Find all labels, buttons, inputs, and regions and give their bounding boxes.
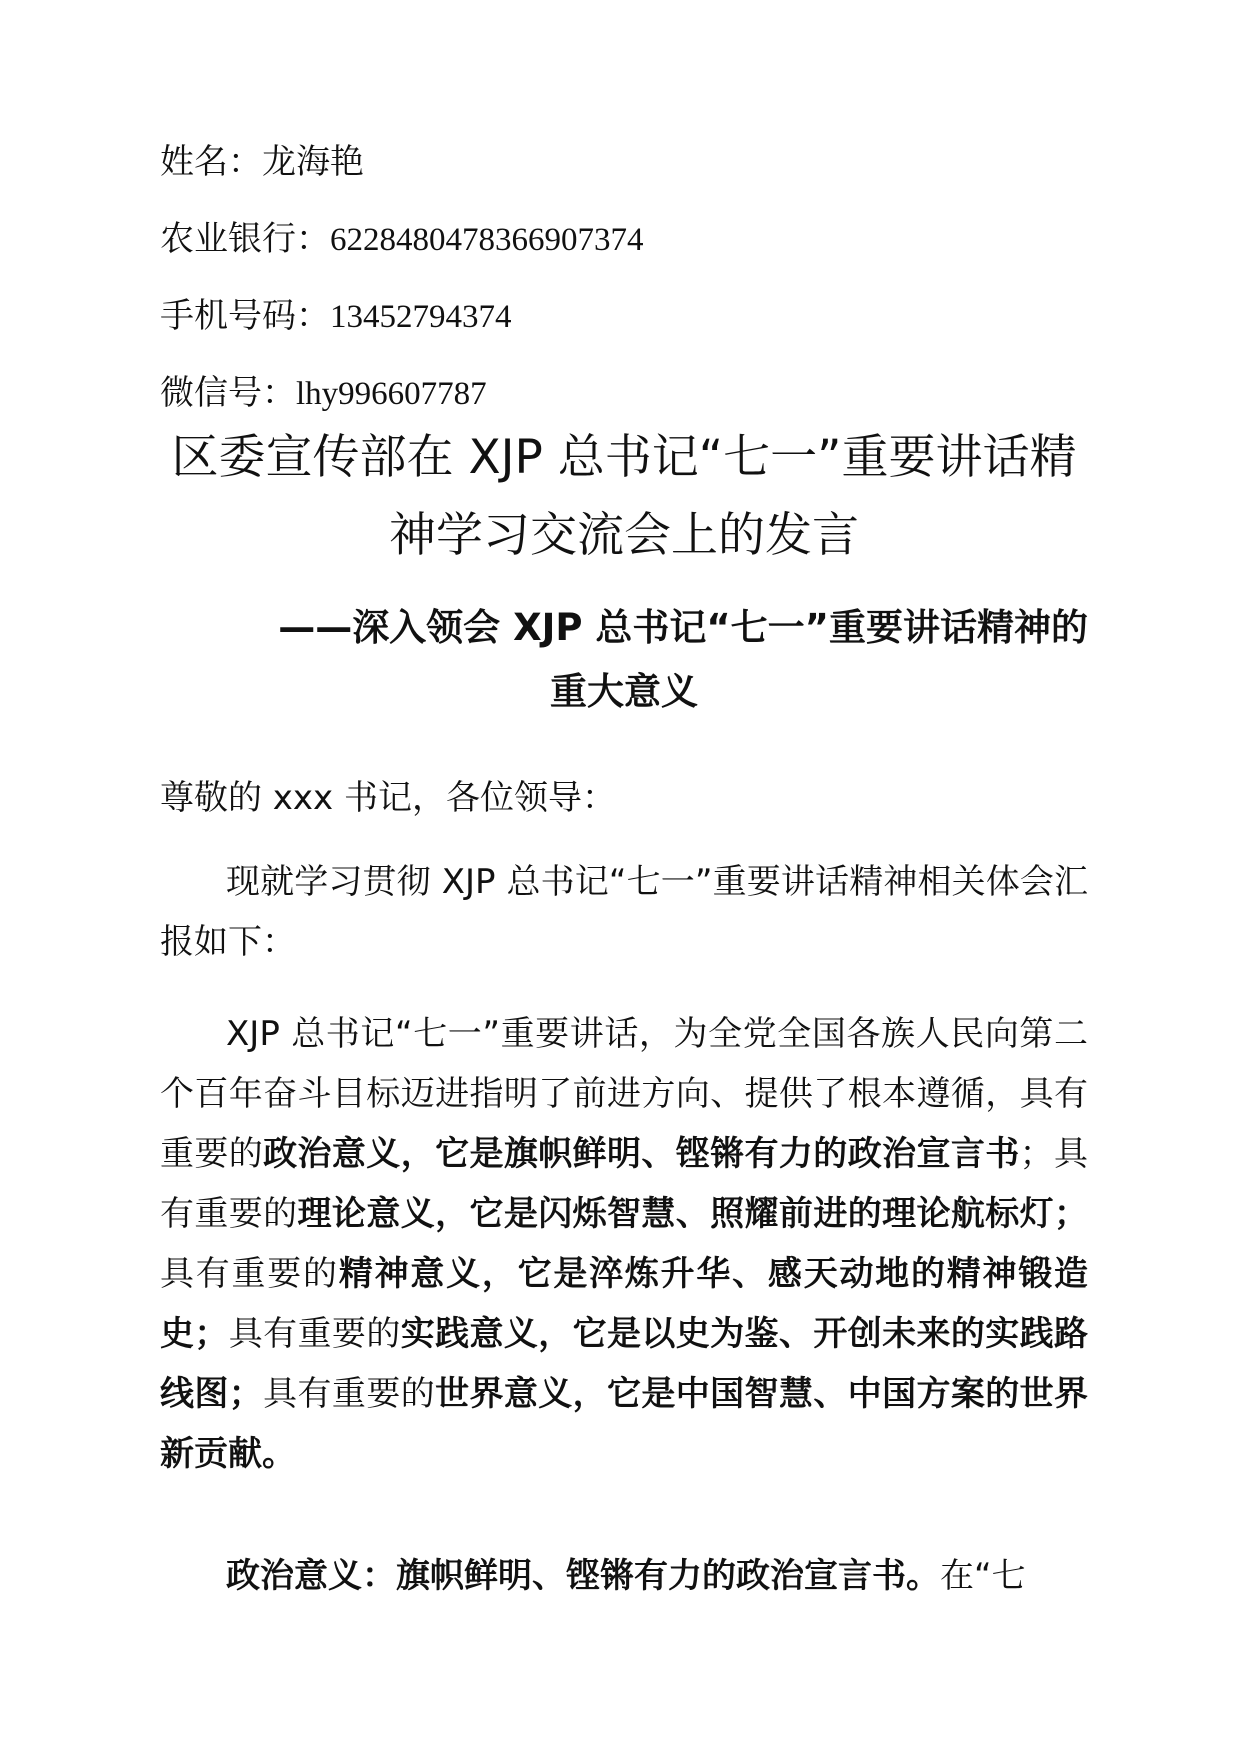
spiritual-significance: 精神意义，它是淬炼升华、感天动地的精神锻造史； <box>160 1254 1089 1354</box>
practical-significance: 实践意义，它是以史为鉴、开创未来的实践路线图； <box>160 1314 1089 1414</box>
para1-text-3: 具有重要的 <box>160 1254 339 1294</box>
political-section-heading: 政治意义：旗帜鲜明、铿锵有力的政治宣言书。 <box>226 1556 940 1596</box>
document-title-line2: 神学习交流会上的发言 <box>389 508 859 563</box>
bank-value: 6228480478366907374 <box>330 222 644 258</box>
political-section-paragraph <box>160 1546 1088 1606</box>
para1-text-1: XJP 总书记“七一”重要讲话，为全党全国各族人民向第二个百年奋斗目标迈进指明了前进方向、提供了根本遵循，具有重要的 <box>160 1014 1088 1174</box>
wechat-value: lhy996607787 <box>296 376 487 412</box>
name-label: 姓名： <box>160 142 262 182</box>
document-title-line1: 区委宣传部在 XJP 总书记“七一”重要讲话精 <box>171 430 1077 485</box>
bank-line <box>160 219 644 260</box>
wechat-label: 微信号： <box>160 373 296 413</box>
document-subtitle-line2: 重大意义 <box>550 670 698 713</box>
political-section-text: 在“七 <box>940 1556 1026 1596</box>
phone-value: 13452794374 <box>330 299 512 335</box>
political-significance: 政治意义，它是旗帜鲜明、铿锵有力的政治宣言书 <box>263 1134 1020 1174</box>
theoretical-significance: 理论意义，它是闪烁智慧、照耀前进的理论航标灯； <box>297 1194 1089 1234</box>
name-value: 龙海艳 <box>262 142 364 182</box>
phone-line <box>160 296 512 337</box>
bank-label: 农业银行： <box>160 219 330 259</box>
para1-text-2: ；具有重要的 <box>160 1134 1089 1234</box>
wechat-line <box>160 373 487 414</box>
intro-paragraph: 现就学习贯彻 XJP 总书记“七一”重要讲话精神相关体会汇报如下： <box>160 862 1088 962</box>
para1-text-5: 具有重要的 <box>262 1374 436 1414</box>
document-subtitle-line1: ——深入领会 XJP 总书记“七一”重要讲话精神的 <box>278 606 1088 649</box>
salutation: 尊敬的 xxx 书记，各位领导： <box>160 778 616 818</box>
para1-text-4: 具有重要的 <box>228 1314 401 1354</box>
world-significance: 世界意义，它是中国智慧、中国方案的世界新贡献。 <box>160 1374 1089 1474</box>
phone-label: 手机号码： <box>160 296 330 336</box>
significance-paragraph <box>160 1004 1088 1484</box>
name-line <box>160 142 364 182</box>
